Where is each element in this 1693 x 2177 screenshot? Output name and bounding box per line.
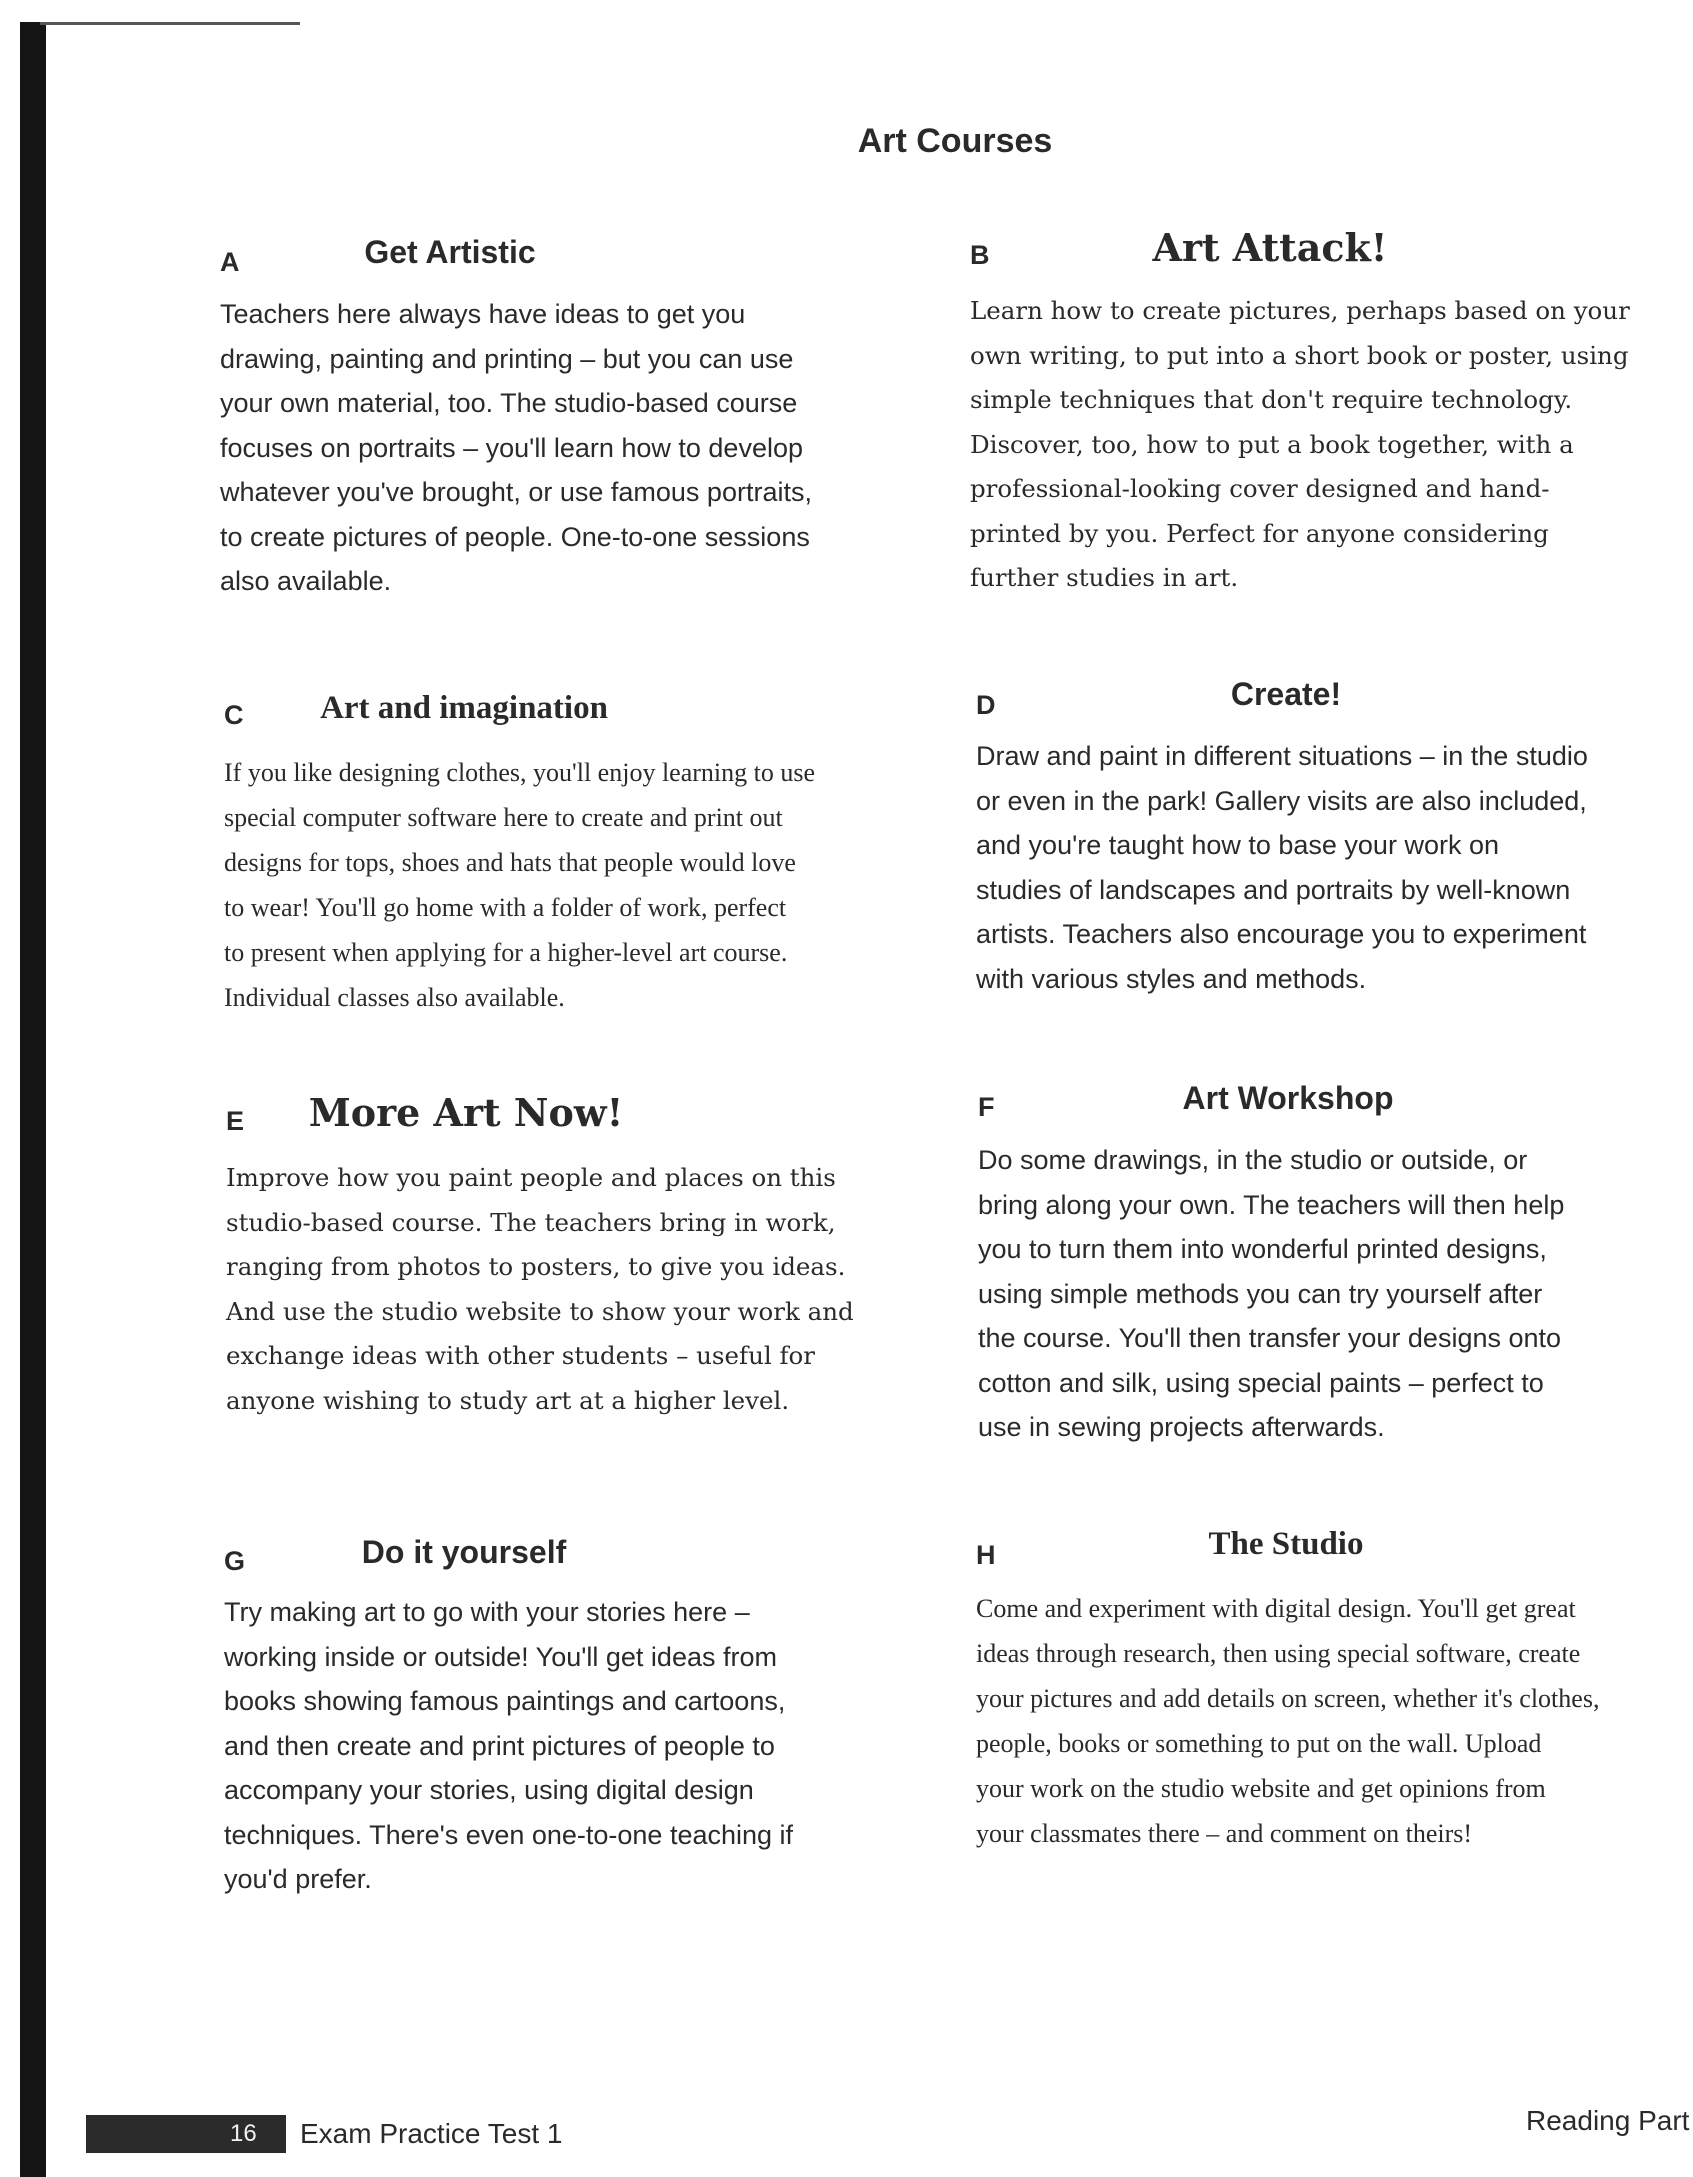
course-letter: E (226, 1106, 245, 1136)
course-title: Art Workshop (1182, 1080, 1394, 1116)
scan-top-rule (40, 22, 300, 25)
course-description: Teachers here always have ideas to get you drawing, painting and printing – but you can use your own material, too. The studio-based course focuses on portraits – you'll learn how to develop whatever you've brought, or use famous portraits, to create pictures of people. One-to-one sessions also available. (220, 299, 812, 596)
course-title: The Studio (1208, 1526, 1364, 1562)
course-letter: H (976, 1540, 996, 1570)
course-description: Try making art to go with your stories here – working inside or outside! You'll get ideas from books showing famous paintings and cartoons, and then create and print pictures of people to accompany your stories, using digital design techniques. There's even one-to-one teaching if you'd prefer. (224, 1597, 794, 1894)
footer-right-label: Reading Part (1526, 2105, 1690, 2136)
course-description: Draw and paint in different situations – in the studio or even in the park! Gallery visits are also included, and you're taught how to base your work on studies of landscapes and portraits by well-known artists. Teachers also encourage you to experiment with various styles and methods. (976, 741, 1588, 994)
scan-binding-edge (20, 22, 46, 2177)
course-title: Get Artistic (364, 234, 536, 270)
course-description: Come and experiment with digital design. You'll get great ideas through research, then using special software, create your pictures and add details on screen, whether it's clothes, people, books or something to put on the wall. Upload your work on the studio website and get opinions from your classmates there – and comment on theirs! (976, 1594, 1600, 1848)
course-letter: D (976, 690, 996, 720)
page-number: 16 (230, 2120, 257, 2147)
course-description: If you like designing clothes, you'll enjoy learning to use special computer software here to create and print out designs for tops, shoes and hats that people would love to wear! You'll go home with a folder of work, perfect to present when applying for a higher-level art course. Individual classes also available. (224, 758, 816, 1012)
course-letter: F (978, 1092, 995, 1122)
course-title: Do it yourself (361, 1534, 567, 1570)
course-letter: A (220, 247, 240, 277)
course-description: Do some drawings, in the studio or outside, or bring along your own. The teachers will then help you to turn them into wonderful printed designs, using simple methods you can try yourself after the course. You'll then transfer your designs onto cotton and silk, using special paints – perfect to use in sewing projects afterwards. (978, 1145, 1565, 1442)
course-letter: C (224, 700, 244, 730)
course-title: More Art Now! (308, 1090, 624, 1135)
course-letter: G (224, 1546, 246, 1576)
course-title: Create! (1230, 676, 1342, 712)
course-title: Art and imagination (320, 690, 608, 726)
footer-section-label: Exam Practice Test 1 (300, 2118, 563, 2149)
course-letter: B (970, 240, 990, 270)
page-title: Art Courses (857, 122, 1053, 160)
course-title: Art Attack! (1152, 225, 1388, 270)
course-description: Improve how you paint people and places on this studio-based course. The teachers bring in work, ranging from photos to posters, to give you ideas. And use the studio website to show your work and exchange ideas with other students – useful for anyone wishing to study art at a higher level. (226, 1163, 854, 1415)
course-description: Learn how to create pictures, perhaps based on your own writing, to put into a short book or poster, using simple techniques that don't require technology. Discover, too, how to put a book together, with a professional-looking cover designed and hand- printed by you. Perfect for anyone considering further studies in art. (970, 296, 1630, 592)
